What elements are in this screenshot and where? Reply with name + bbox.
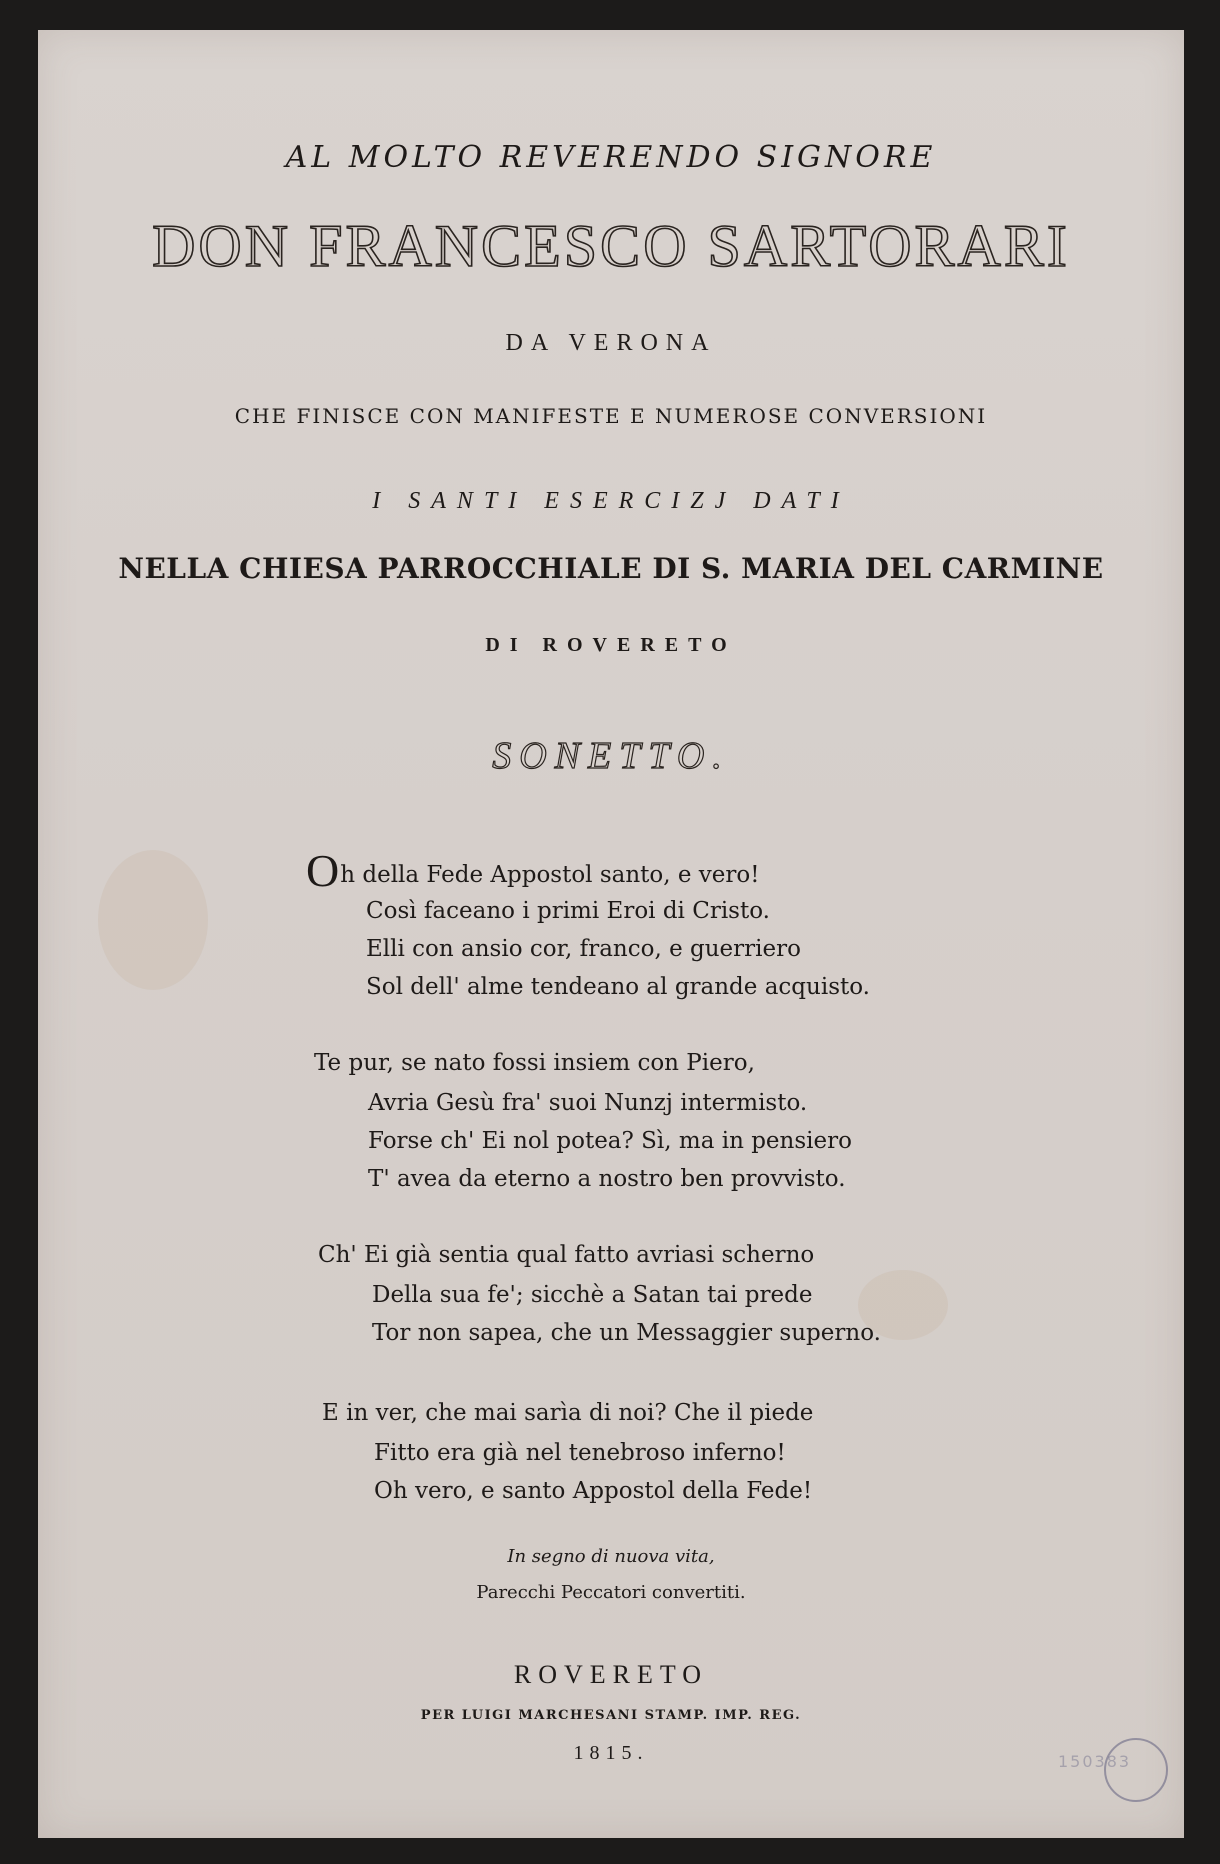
poem-line: Così faceano i primi Eroi di Cristo.: [366, 898, 770, 924]
poem-line: T' avea da eterno a nostro ben provvisto.: [368, 1166, 846, 1192]
signature-italic-line: In segno di nuova vita,: [507, 1546, 715, 1567]
exercises-line: I SANTI ESERCIZJ DATI: [372, 488, 850, 514]
imprint-year: 1815.: [573, 1742, 649, 1764]
poem-line: Sol dell' alme tendeano al grande acquisto.: [366, 974, 870, 1000]
poem-line: Elli con ansio cor, franco, e guerriero: [366, 936, 801, 962]
poem-line: E in ver, che mai sarìa di noi? Che il piede: [322, 1400, 814, 1426]
inventory-number: 150383: [1058, 1752, 1132, 1771]
dedication-line: AL MOLTO REVERENDO SIGNORE: [285, 140, 937, 175]
drop-cap: O: [306, 845, 340, 896]
foxing-stain: [98, 850, 208, 990]
poem-line: Fitto era già nel tenebroso inferno!: [374, 1440, 786, 1466]
poem-line: Oh vero, e santo Appostol della Fede!: [374, 1478, 813, 1504]
recipient-city: DA VERONA: [505, 330, 717, 356]
town-line: DI ROVERETO: [485, 634, 737, 656]
poem-line: Avria Gesù fra' suoi Nunzj intermisto.: [368, 1090, 808, 1116]
imprint-printer: PER LUIGI MARCHESANI STAMP. IMP. REG.: [420, 1708, 802, 1723]
poem-line: Ch' Ei già sentia qual fatto avriasi scherno: [318, 1242, 815, 1268]
imprint-city: ROVERETO: [513, 1660, 709, 1689]
church-line: NELLA CHIESA PARROCCHIALE DI S. MARIA DEL CARMINE: [118, 552, 1104, 585]
sonnet-title: SONETTO.: [492, 735, 730, 777]
poem-line: Della sua fe'; sicchè a Satan tai prede: [372, 1282, 813, 1308]
recipient-name: DON FRANCESCO SARTORARI: [152, 213, 1070, 279]
poem-line: Te pur, se nato fossi insiem con Piero,: [314, 1050, 755, 1076]
poem-line: Forse ch' Ei nol potea? Sì, ma in pensiero: [368, 1128, 852, 1154]
library-stamp-icon: [1104, 1738, 1168, 1802]
poem-line: Oh della Fede Appostol santo, e vero!: [306, 845, 760, 896]
poem-line: Tor non sapea, che un Messaggier superno.: [372, 1320, 881, 1346]
signature-line: Parecchi Peccatori convertiti.: [476, 1582, 746, 1603]
broadside-sheet: [38, 30, 1184, 1838]
occasion-line: CHE FINISCE CON MANIFESTE E NUMEROSE CONVERSIONI: [234, 404, 988, 428]
